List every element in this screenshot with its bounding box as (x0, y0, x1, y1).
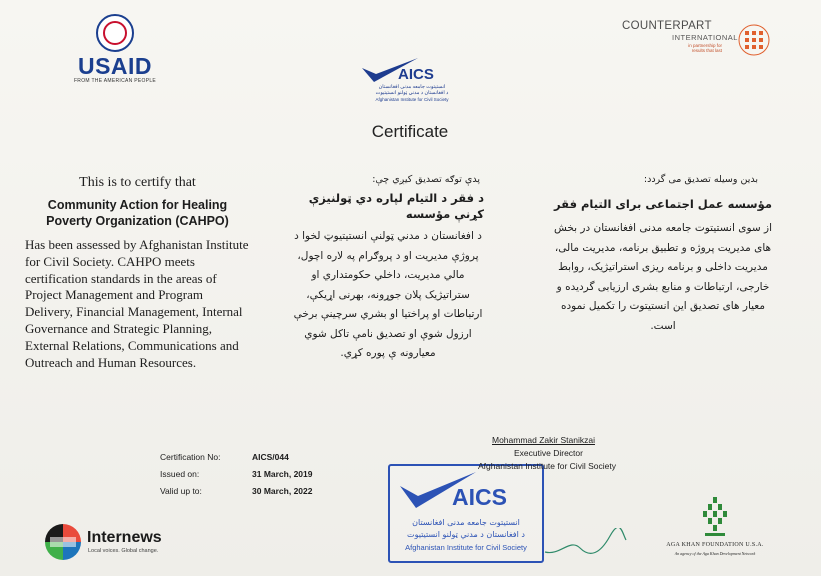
dari-organization-name: مؤسسه عمل اجتماعی برای التیام فقر (554, 197, 772, 211)
english-column (25, 175, 250, 371)
dari-intro: بدین وسیله تصدیق می گردد: (643, 174, 758, 185)
signatory-block (478, 434, 616, 473)
aics-stamp (388, 464, 544, 563)
aics-logo-dari: انستیتوت جامعه مدنی افغانستان د افغانستان د مدني ټولنو انستیتیوت (375, 84, 449, 96)
stamp-line1: انستیتوت جامعه مدنی افغانستان (412, 518, 520, 527)
cert-no-label: Certification No: (160, 452, 221, 462)
stamp-line2: د افغانستان د مدني ټولنو انستیتیوت (407, 530, 525, 539)
usaid-logo-tagline: FROM THE AMERICAN PEOPLE (73, 78, 157, 84)
akf-logo-tagline: An agency of the Aga Khan Development Network (674, 551, 756, 556)
english-body-text: Has been assessed by Afghanistan Institute for Civil Society. CAHPO meets certification standards in the areas of Project Management and Program Delivery, Financial Management, Internal Governance and Strategic Planning, External Relations, Communications and Outreach and Human Resources. (25, 237, 249, 370)
aics-logo-name: AICS (398, 66, 434, 83)
internews-logo-name: Internews (87, 529, 162, 546)
aics-logo (360, 56, 460, 108)
pashto-column (288, 174, 488, 364)
aics-logo-english: Afghanistan Institute for Civil Society (375, 97, 449, 102)
counterpart-logo-tagline: in partnership for results that last (688, 43, 722, 53)
internews-logo-tagline: Local voices. Global change. (88, 548, 159, 554)
counterpart-logo-line1: COUNTERPART (622, 20, 712, 32)
issued-value: 31 March, 2019 (252, 469, 313, 479)
dari-column (548, 174, 778, 336)
akf-logo-name: AGA KHAN FOUNDATION U.S.A. (666, 542, 764, 548)
counterpart-logo-line2: INTERNATIONAL (672, 33, 738, 42)
signatory-name: Mohammad Zakir Stanikzai (492, 435, 595, 445)
internews-logo (44, 523, 184, 563)
stamp-name: AICS (452, 484, 507, 510)
english-certify-line: This is to certify that (79, 175, 196, 190)
cert-no-value: AICS/044 (252, 452, 289, 462)
valid-value: 30 March, 2022 (252, 486, 313, 496)
signatory-org: Afghanistan Institute for Civil Society (478, 461, 616, 471)
counterpart-grid-icon (738, 24, 770, 56)
pashto-organization-name: د فقر د التیام لپاره دي ټولنیزې کړنې مؤسسه (308, 191, 484, 221)
valid-label: Valid up to: (160, 486, 202, 496)
usaid-logo (65, 14, 165, 86)
usaid-logo-name: USAID (77, 53, 153, 79)
counterpart-logo (622, 20, 777, 65)
signature-icon (540, 528, 630, 558)
certificate-title: Certificate (371, 122, 449, 141)
issued-label: Issued on: (160, 469, 200, 479)
akf-tree-icon (700, 495, 730, 539)
dari-body-text: از سوی انستیتوت جامعه مدنی افغانستان در بخش های مدیریت پروژه و تطبیق برنامه، مدیریت مالی، مدیریت داخلی و برنامه ریزی استراتیژیک، روابط خارجی، ارتباطات و منابع بشری ارزیابی گردیده و معیار های تصدیق این انستیتوت را تکمیل نموده است. (553, 222, 773, 332)
english-organization-name: Community Action for Healing Poverty Organization (CAHPO) (46, 198, 229, 228)
akf-logo (660, 495, 770, 565)
pashto-intro: پدې توګه تصدیق کیږي چې: (372, 174, 480, 185)
signatory-role: Executive Director (514, 448, 583, 458)
usaid-seal-icon (96, 14, 134, 52)
pashto-body-text: د افغانستان د مدني ټولنې انستیتیوټ لخوا د پروژې مدیریت او د پروګرام په لاره اچول، مالي مدیریت، داخلي حکومتداري او ستراتیژیک پلان جوړونه، بهرنی اړیکې، ارتباطات او پراختیا او بشري سرچینې برخې ارزول شوې او تصدیق نامې تاکل شوي معیارونه ې پوره کړي. (293, 230, 483, 359)
certificate-details (160, 449, 400, 500)
stamp-line3: Afghanistan Institute for Civil Society (405, 543, 527, 552)
internews-circle-icon (44, 523, 82, 561)
